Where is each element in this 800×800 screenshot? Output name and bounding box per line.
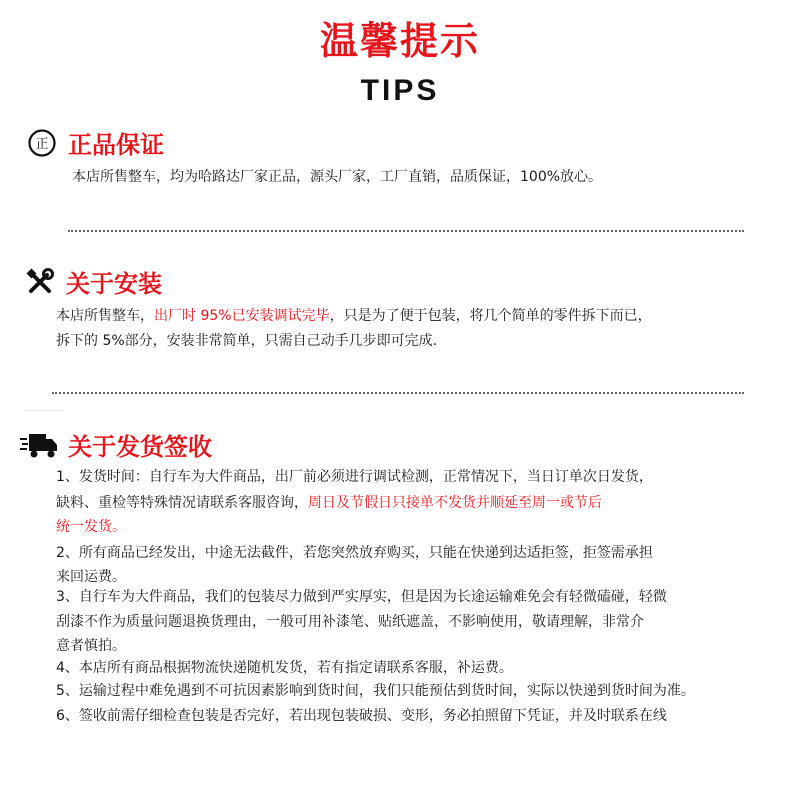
page-subtitle: TIPS [360, 74, 440, 107]
tools-icon [24, 266, 56, 298]
genuine-text: 本店所售整车，均为哈路达厂家正品，源头厂家，工厂直销，品质保证，100%放心。 [72, 169, 603, 185]
shipping-item-6: 6、签收前需仔细检查包装是否完好，若出现包装破损、变形，务必拍照留下凭证，并及时联系在线 [56, 708, 667, 724]
divider [68, 230, 744, 232]
shipping-item-2-line-1: 2、所有商品已经发出，中途无法截件，若您突然放弃购买，只能在快递到达适拒签，拒签需承担 [56, 545, 653, 561]
section-install-title: 关于安装 [66, 270, 162, 298]
shipping-item-3-line-2: 刮漆不作为质量问题退换货理由，一般可用补漆笔、贴纸遮盖，不影响使用，敬请理解，非常介 [56, 614, 644, 630]
page-title: 温馨提示 [319, 19, 480, 63]
shipping-item-2-line-2: 来回运费。 [56, 569, 126, 585]
shipping-item-1-line-1: 1、发货时间：自行车为大件商品，出厂前必须进行调试检测，正常情况下，当日订单次日发货， [56, 469, 653, 485]
divider [52, 392, 744, 394]
install-text-b: ，只是为了便于包装，将几个简单的零件拆下而已， [329, 308, 652, 324]
svg-text:正: 正 [35, 136, 49, 152]
section-genuine-heading [26, 125, 164, 160]
section-shipping-heading [20, 427, 212, 462]
shipping-item-1-highlight: 周日及节假日只接单不发货并顺延至周一或节后 [308, 495, 602, 511]
shipping-item-1-line-3: 统一发货。 [56, 519, 126, 535]
shipping-item-3-line-1: 3、自行车为大件商品，我们的包装尽力做到严实厚实，但是因为长途运输难免会有轻微磕碰，轻微 [56, 589, 667, 605]
divider-faint [24, 410, 64, 411]
shipping-item-5: 5、运输过程中难免遇到不可抗因素影响到货时间，我们只能预估到货时间，实际以快递到货时间为准。 [56, 683, 695, 699]
shipping-item-1-text: 缺料、重检等特殊情况请联系客服咨询， [56, 495, 308, 511]
delivery-truck-icon [20, 429, 58, 461]
shipping-item-3-line-3: 意者慎拍。 [56, 638, 126, 654]
install-text-a: 本店所售整车， [56, 308, 154, 324]
install-text-highlight: 出厂时 95%已安装调试完毕 [154, 308, 330, 324]
section-install-heading [24, 264, 162, 299]
section-shipping-title: 关于发货签收 [68, 433, 212, 461]
install-line-2: 拆下的 5%部分，安装非常简单，只需自己动手几步即可完成. [56, 333, 438, 349]
section-genuine-title: 正品保证 [68, 131, 164, 159]
seal-zheng-icon [26, 127, 58, 159]
shipping-item-4: 4、本店所有商品根据物流快递随机发货，若有指定请联系客服，补运费。 [56, 660, 513, 676]
install-line-1 [56, 305, 652, 327]
shipping-item-1-line-2 [56, 492, 602, 514]
